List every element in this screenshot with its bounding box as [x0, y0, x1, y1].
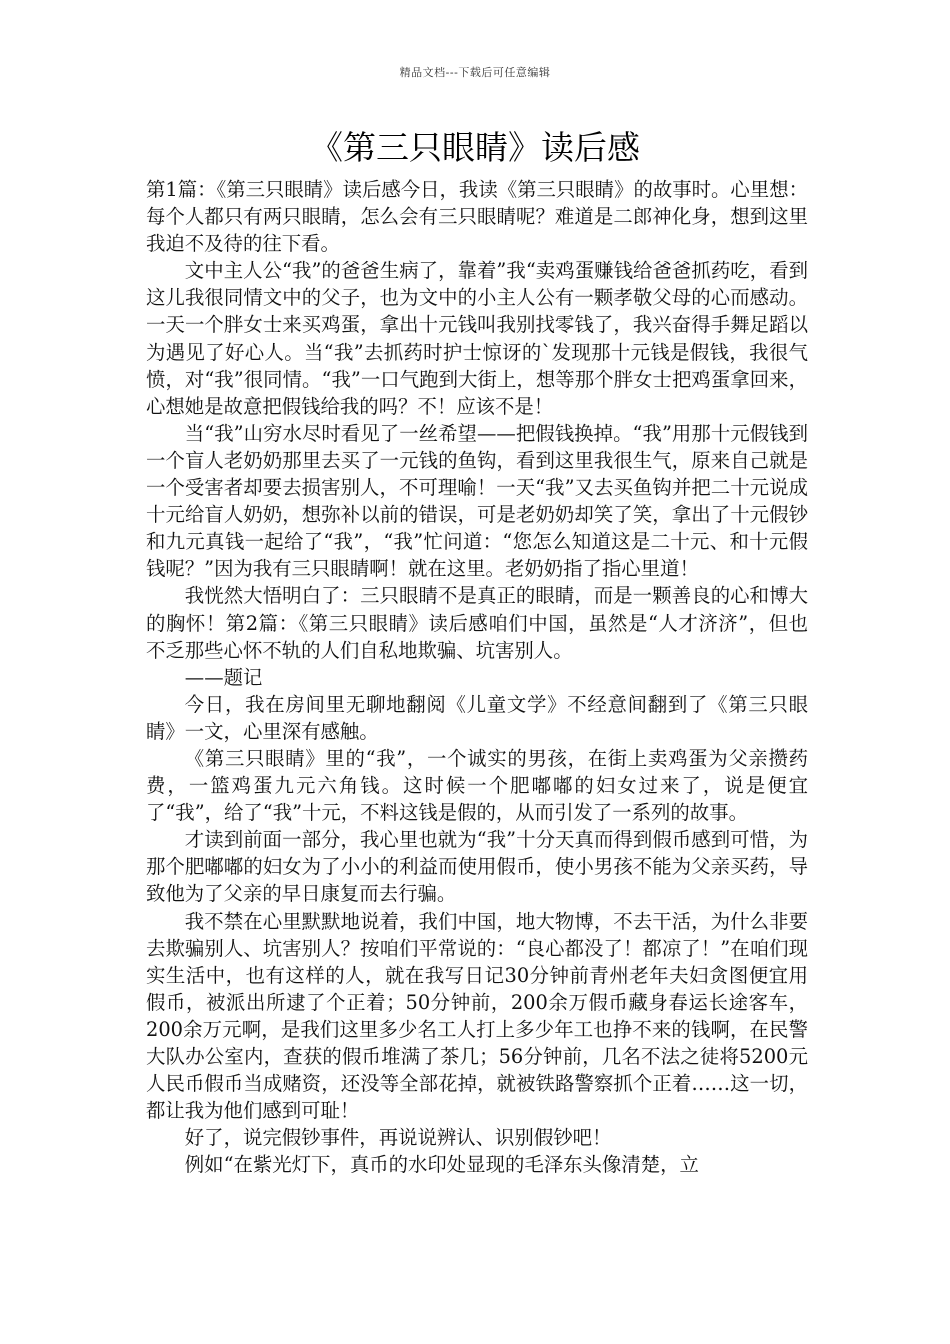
paragraph: 《第三只眼睛》里的“我”，一个诚实的男孩，在街上卖鸡蛋为父亲攒药费，一篮鸡蛋九元六角钱。这时候一个肥嘟嘟的妇女过来了，说是便宜了“我”，给了“我”十元，不料这钱是假的，从而引发了一系列的故事。: [146, 746, 808, 825]
page-header: 精品文档---下载后可任意编辑: [399, 66, 551, 79]
paragraph: 当“我”山穷水尽时看见了一丝希望——把假钱换掉。“我”用那十元假钱到一个盲人老奶奶那里去买了一元钱的鱼钩，看到这里我很生气，原来自己就是一个受害者却要去损害别人，不可理喻！一天“我”又去买鱼钩并把二十元说成十元给盲人奶奶，想弥补以前的错误，可是老奶奶却笑了笑，拿出了十元假钞和九元真钱一起给了“我”，“我”忙问道：“您怎么知道这是二十元、和十元假钱呢？”因为我有三只眼睛啊！就在这里。老奶奶指了指心里道！: [146, 421, 808, 581]
paragraph: 才读到前面一部分，我心里也就为“我”十分天真而得到假币感到可惜，为那个肥嘟嘟的妇女为了小小的利益而使用假币，使小男孩不能为父亲买药，导致他为了父亲的早日康复而去行骗。: [146, 828, 808, 906]
paragraph: 好了，说完假钞事件，再说说辨认、识别假钞吧！: [184, 1126, 612, 1150]
document-body: [146, 176, 808, 1178]
paragraph: 我不禁在心里默默地说着，我们中国，地大物博，不去干活，为什么非要去欺骗别人、坑害别人？按咱们平常说的：“良心都没了！都凉了！”在咱们现实生活中，也有这样的人，就在我写日记30分钟前青州老年夫妇贪图便宜用假币，被派出所逮了个正着；50分钟前，200余万假币藏身春运长途客车，200余万元啊，是我们这里多少名工人打上多少年工也挣不来的钱啊，在民警大队办公室内，查获的假币堆满了茶几；56分钟前，几名不法之徒将5200元人民币假币当成赌资，还没等全部花掉，就被铁路警察抓个正着……这一切，都让我为他们感到可耻！: [146, 909, 808, 1123]
paragraph: 第1篇：《第三只眼睛》读后感今日，我读《第三只眼睛》的故事时。心里想：每个人都只有两只眼睛，怎么会有三只眼睛呢？难道是二郎神化身，想到这里我迫不及待的往下看。: [146, 178, 808, 256]
document-title: 《第三只眼睛》读后感: [310, 128, 640, 167]
paragraph: 文中主人公“我”的爸爸生病了，靠着”我“卖鸡蛋赚钱给爸爸抓药吃，看到这儿我很同情文中的父子，也为文中的小主人公有一颗孝敬父母的心而感动。一天一个胖女士来买鸡蛋，拿出十元钱叫我别找零钱了，我兴奋得手舞足蹈以为遇见了好心人。当“我”去抓药时护士惊讶的`发现那十元钱是假钱，我很气愤，对“我”很同情。“我”一口气跑到大街上，想等那个胖女士把鸡蛋拿回来，心想她是故意把假钱给我的吗？不！应该不是！: [146, 259, 808, 418]
epigraph-attribution: ——题记: [184, 665, 263, 689]
paragraph: 今日，我在房间里无聊地翻阅《儿童文学》不经意间翻到了《第三只眼睛》一文，心里深有感触。: [146, 692, 808, 743]
paragraph: 例如“在紫光灯下，真币的水印处显现的毛泽东头像清楚，立: [184, 1153, 699, 1177]
paragraph: 我恍然大悟明白了：三只眼睛不是真正的眼睛，而是一颗善良的心和博大的胸怀！第2篇：《第三只眼睛》读后感咱们中国，虽然是“人才济济”，但也不乏那些心怀不轨的人们自私地欺骗、坑害别人。: [146, 584, 808, 662]
